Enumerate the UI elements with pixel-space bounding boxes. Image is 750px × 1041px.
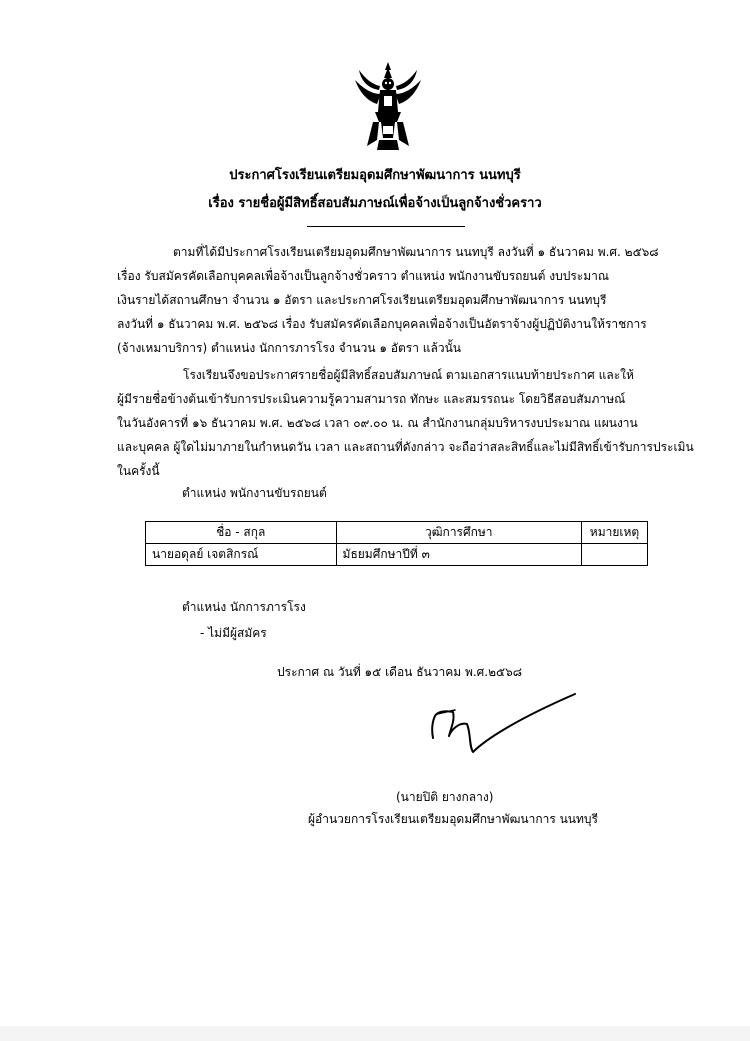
paragraph-line: ผู้มีรายชื่อข้างต้นเข้ารับการประเมินความรู้ความสามารถ ทักษะ และสมรรถนะ โดยวิธีสอบสัมภาษณ์ bbox=[117, 392, 626, 406]
paragraph-line: ในวันอังคารที่ ๑๖ ธันวาคม พ.ศ. ๒๕๖๘ เวลา ๐๙.๐๐ น. ณ สำนักงานกลุ่มบริหารงบประมาณ แผนงาน bbox=[117, 416, 638, 430]
cell-education: มัธยมศึกษาปีที่ ๓ bbox=[336, 544, 581, 566]
table-row bbox=[146, 544, 648, 566]
table-header-row bbox=[146, 522, 648, 544]
garuda-emblem-icon bbox=[353, 60, 423, 152]
paragraph-line: โรงเรียนจึงขอประกาศรายชื่อผู้มีสิทธิ์สอบสัมภาษณ์ ตามเอกสารแนบท้ายประกาศ และให้ bbox=[183, 368, 634, 382]
announcement-title: ประกาศโรงเรียนเตรียมอุดมศึกษาพัฒนาการ นนทบุรี bbox=[229, 168, 521, 183]
announcement-subject: เรื่อง รายชื่อผู้มีสิทธิ์สอบสัมภาษณ์เพื่อจ้างเป็นลูกจ้างชั่วคราว bbox=[208, 196, 542, 211]
paragraph-line: ในครั้งนี้ bbox=[117, 464, 160, 478]
position-janitor-heading: ตำแหน่ง นักการภารโรง bbox=[182, 600, 306, 614]
announcement-date: ประกาศ ณ วันที่ ๑๕ เดือน ธันวาคม พ.ศ.๒๕๖๘ bbox=[277, 665, 522, 679]
column-header-name: ชื่อ - สกุล bbox=[146, 522, 337, 544]
title-divider bbox=[307, 226, 465, 227]
cell-remark bbox=[581, 544, 647, 566]
paragraph-interview-notice bbox=[117, 363, 694, 483]
paragraph-reference bbox=[117, 240, 659, 360]
no-applicant-note: - ไม่มีผู้สมัคร bbox=[200, 626, 267, 640]
signer-name: (นายปิติ ยางกลาง) bbox=[396, 790, 494, 804]
paragraph-line: และบุคคล ผู้ใดไม่มาภายในกำหนดวัน เวลา และสถานที่ดังกล่าว จะถือว่าสละสิทธิ์และไม่มีสิทธิ์เข้ารับการประเมิน bbox=[117, 440, 694, 454]
column-header-remark: หมายเหตุ bbox=[581, 522, 647, 544]
candidate-table bbox=[145, 521, 648, 566]
column-header-education: วุฒิการศึกษา bbox=[336, 522, 581, 544]
page-bottom-edge bbox=[0, 1026, 750, 1041]
signer-position: ผู้อำนวยการโรงเรียนเตรียมอุดมศึกษาพัฒนาการ นนทบุรี bbox=[308, 812, 598, 826]
paragraph-line: ตามที่ได้มีประกาศโรงเรียนเตรียมอุดมศึกษาพัฒนาการ นนทบุรี ลงวันที่ ๑ ธันวาคม พ.ศ. ๒๕๖๘ bbox=[173, 245, 659, 259]
paragraph-line: เงินรายได้สถานศึกษา จำนวน ๑ อัตรา และประกาศโรงเรียนเตรียมอุดมศึกษาพัฒนาการ นนทบุรี bbox=[117, 293, 607, 307]
paragraph-line: (จ้างเหมาบริการ) ตำแหน่ง นักการภารโรง จำนวน ๑ อัตรา แล้วนั้น bbox=[117, 341, 461, 355]
cell-name: นายอดุลย์ เจตสิกรณ์ bbox=[146, 544, 337, 566]
position-driver-heading: ตำแหน่ง พนักงานขับรถยนต์ bbox=[182, 486, 327, 500]
paragraph-line: ลงวันที่ ๑ ธันวาคม พ.ศ. ๒๕๖๘ เรื่อง รับสมัครคัดเลือกบุคคลเพื่อจ้างเป็นอัตราจ้างผู้ปฏิบัติงานให้ราชการ bbox=[117, 317, 647, 331]
handwritten-signature bbox=[425, 690, 590, 760]
paragraph-line: เรื่อง รับสมัครคัดเลือกบุคคลเพื่อจ้างเป็นลูกจ้างชั่วคราว ตำแหน่ง พนักงานขับรถยนต์ งบประมาณ bbox=[117, 269, 610, 283]
